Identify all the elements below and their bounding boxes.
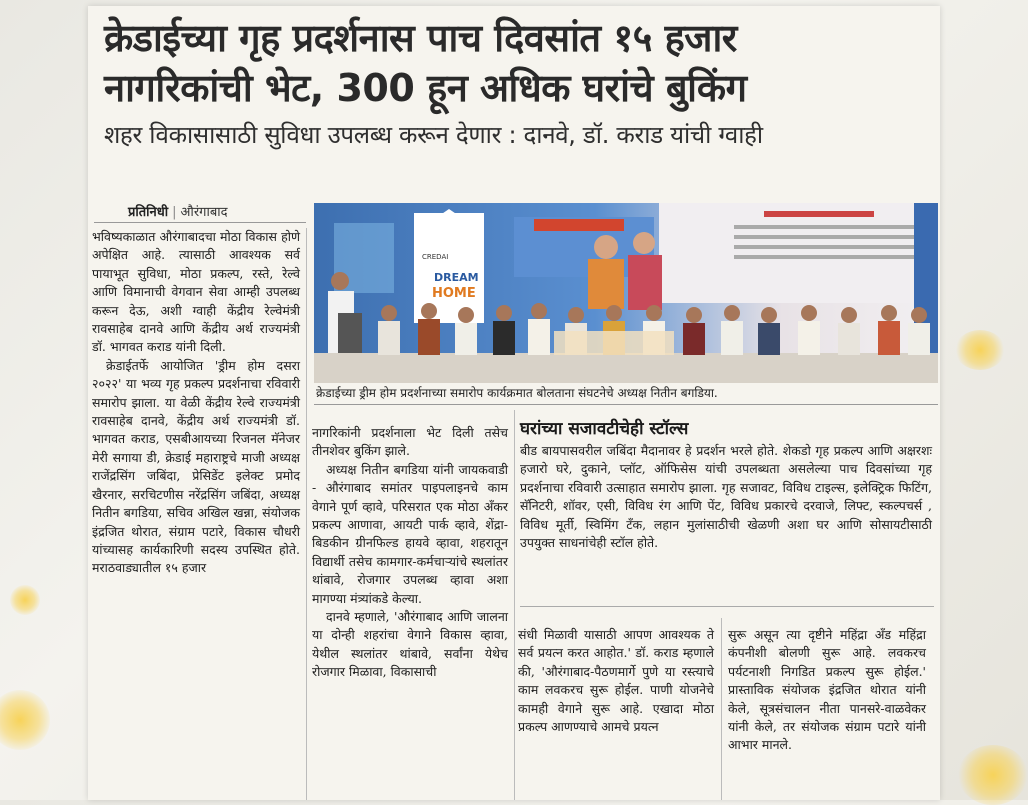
column-divider [514, 410, 515, 800]
article-column-3 [518, 626, 714, 736]
caption-rule [314, 404, 938, 405]
section-title: घरांच्या सजावटीचेही स्टॉल्स [520, 419, 689, 439]
column-4-paragraph: सुरू असून त्या दृष्टीने महिंद्रा अँड महिंद्रा कंपनीशी बोलणी सुरू आहे. लवकरच पर्यटनाशी निगडित प्रकल्प सुरू होईल.' प्रास्ताविक संयोजक इंद्रजित थोरात यांनी केले, सूत्रसंचालन नीता पानसरे-वाळवेकर यांनी केले, तर संयोजक संग्राम पटारे यांनी आभार मानले. [728, 627, 926, 753]
section-rule [520, 606, 934, 607]
column-2-paragraph: नागरिकांनी प्रदर्शनाला भेट दिली तसेच तीनशेवर बुकिंग झाले. [312, 425, 508, 459]
article-column-4 [728, 626, 926, 755]
headline-line-2: नागरिकांची भेट, 300 हून अधिक घरांचे बुकिंग [104, 66, 747, 110]
byline-rule [94, 222, 306, 223]
svg-text:CREDAI: CREDAI [422, 253, 449, 261]
byline-author: प्रतिनिधी [128, 205, 169, 220]
newspaper-clipping [88, 6, 940, 800]
column-1-paragraph: भविष्यकाळात औरंगाबादचा मोठा विकास होणे अपेक्षित आहे. त्यासाठी आवश्यक सर्व पायाभूत सुविधा, मोठा प्रकल्प, रस्ते, रेल्वे आणि विमानाची वेगवान सेवा आम्ही उपलब्ध करून देऊ, अशी ग्वाही केंद्रीय रेल्वेमंत्री रावसाहेब दानवे आणि केंद्रीय अर्थ राज्यमंत्री डॉ. भागवत कराड यांनी दिली. [92, 229, 300, 355]
event-photo-illustration [314, 203, 938, 383]
svg-text:HOME: HOME [432, 286, 476, 301]
photo-caption: क्रेडाईच्या ड्रीम होम प्रदर्शनाच्या समारोप कार्यक्रमात बोलताना संघटनेचे अध्यक्ष नितीन बगडिया. [316, 386, 718, 400]
bokeh-light [958, 745, 1028, 805]
svg-text:DREAM: DREAM [434, 271, 479, 284]
section-paragraph: बीड बायपासवरील जबिंदा मैदानावर हे प्रदर्शन भरले होते. शेकडो गृह प्रकल्प आणि अक्षरशः हजारो घरे, दुकाने, प्लॉट, ऑफिसेस यांची उपलब्धता असलेल्या पाच दिवसांच्या गृह प्रदर्शनाचा रविवारी उत्साहात समारोप झाला. गृह सजावट, विविध टाइल्स, इलेक्ट्रिक फिटिंग, सॅनिटरी, शॉवर, एसी, विविध रंग आणि पेंट, विविध प्रकारचे दरवाजे, लिफ्ट, स्कल्पचर्स , विविध मूर्ती, स्विमिंग टँक, लहान मुलांसाठीची खेळणी अशा घर आणि सोसायटीसाठी उपयुक्त साधनांचेही स्टॉल होते. [520, 443, 932, 551]
article-column-2 [312, 424, 508, 682]
section-body [520, 442, 932, 552]
byline [128, 202, 228, 220]
bokeh-light [10, 585, 40, 615]
bokeh-light [955, 330, 1005, 370]
column-2-paragraph: अध्यक्ष नितीन बगडिया यांनी जायकवाडी - औरंगाबाद समांतर पाइपलाइनचे काम वेगाने पूर्ण व्हावे, परिसरात एक मोठा अँकर प्रकल्प आणावा, आयटी पार्क व्हावे, शेंद्रा-बिडकीन ग्रीनफिल्ड हायवे व्हावा, शहरातून विद्यार्थी तसेच कामगार-कर्मचाऱ्यांचे स्थलांतर थांबावे, रोजगार उपलब्ध व्हावा अशा मागण्या मंत्र्यांकडे केल्या. [312, 461, 508, 606]
event-photo [314, 203, 938, 383]
column-3-paragraph: संधी मिळावी यासाठी आपण आवश्यक ते सर्व प्रयत्न करत आहोत.' डॉ. कराड म्हणाले की, 'औरंगाबाद-पैठणमार्गे पुणे या रस्त्याचे काम लवकरच सुरू होईल. पाणी योजनेचे कामही वेगाने सुरू आहे. एखादा मोठा प्रकल्प आणण्याचे आमचे प्रयत्न [518, 627, 714, 735]
headline-line-1: क्रेडाईच्या गृह प्रदर्शनास पाच दिवसांत १५ हजार [104, 16, 737, 60]
byline-city: औरंगाबाद [180, 205, 228, 220]
column-divider [306, 228, 307, 800]
column-1-paragraph: क्रेडाईतर्फे आयोजित 'ड्रीम होम दसरा २०२२' या भव्य गृह प्रकल्प प्रदर्शनाचा रविवारी समारोप झाला. या वेळी केंद्रीय रेल्वे राज्यमंत्री रावसाहेब दानवे, केंद्रीय अर्थ राज्यमंत्री डॉ. भागवत कराड, एसबीआयच्या रिजनल मॅनेजर मेरी सगाया डी, क्रेडाई महाराष्ट्रचे माजी अध्यक्ष राजेंद्रसिंग जबिंदा, प्रेसिडेंट इलेक्ट प्रमोद खैरनार, सरचिटणीस नरेंद्रसिंग जबिंदा, अध्यक्ष नितीन बगडिया, सचिव अखिल खन्ना, संयोजक इंद्रजित थोरात, संग्राम पटारे, विकास चौधरी यांच्यासह कार्यकारिणी सदस्य उपस्थित होते. मराठवाड्यातील १५ हजार [92, 357, 300, 576]
byline-separator: | [172, 205, 177, 220]
article-column-1 [92, 228, 300, 578]
bokeh-light [0, 690, 50, 750]
subheadline: शहर विकासासाठी सुविधा उपलब्ध करून देणार : दानवे, डॉ. कराड यांची ग्वाही [104, 121, 763, 149]
column-2-paragraph: दानवे म्हणाले, 'औरंगाबाद आणि जालना या दोन्ही शहरांचा वेगाने विकास व्हावा, येथील स्थलांतर थांबावे, सर्वांना येथेच रोजगार मिळावा, विकासाची [312, 609, 508, 680]
column-divider [721, 618, 722, 800]
